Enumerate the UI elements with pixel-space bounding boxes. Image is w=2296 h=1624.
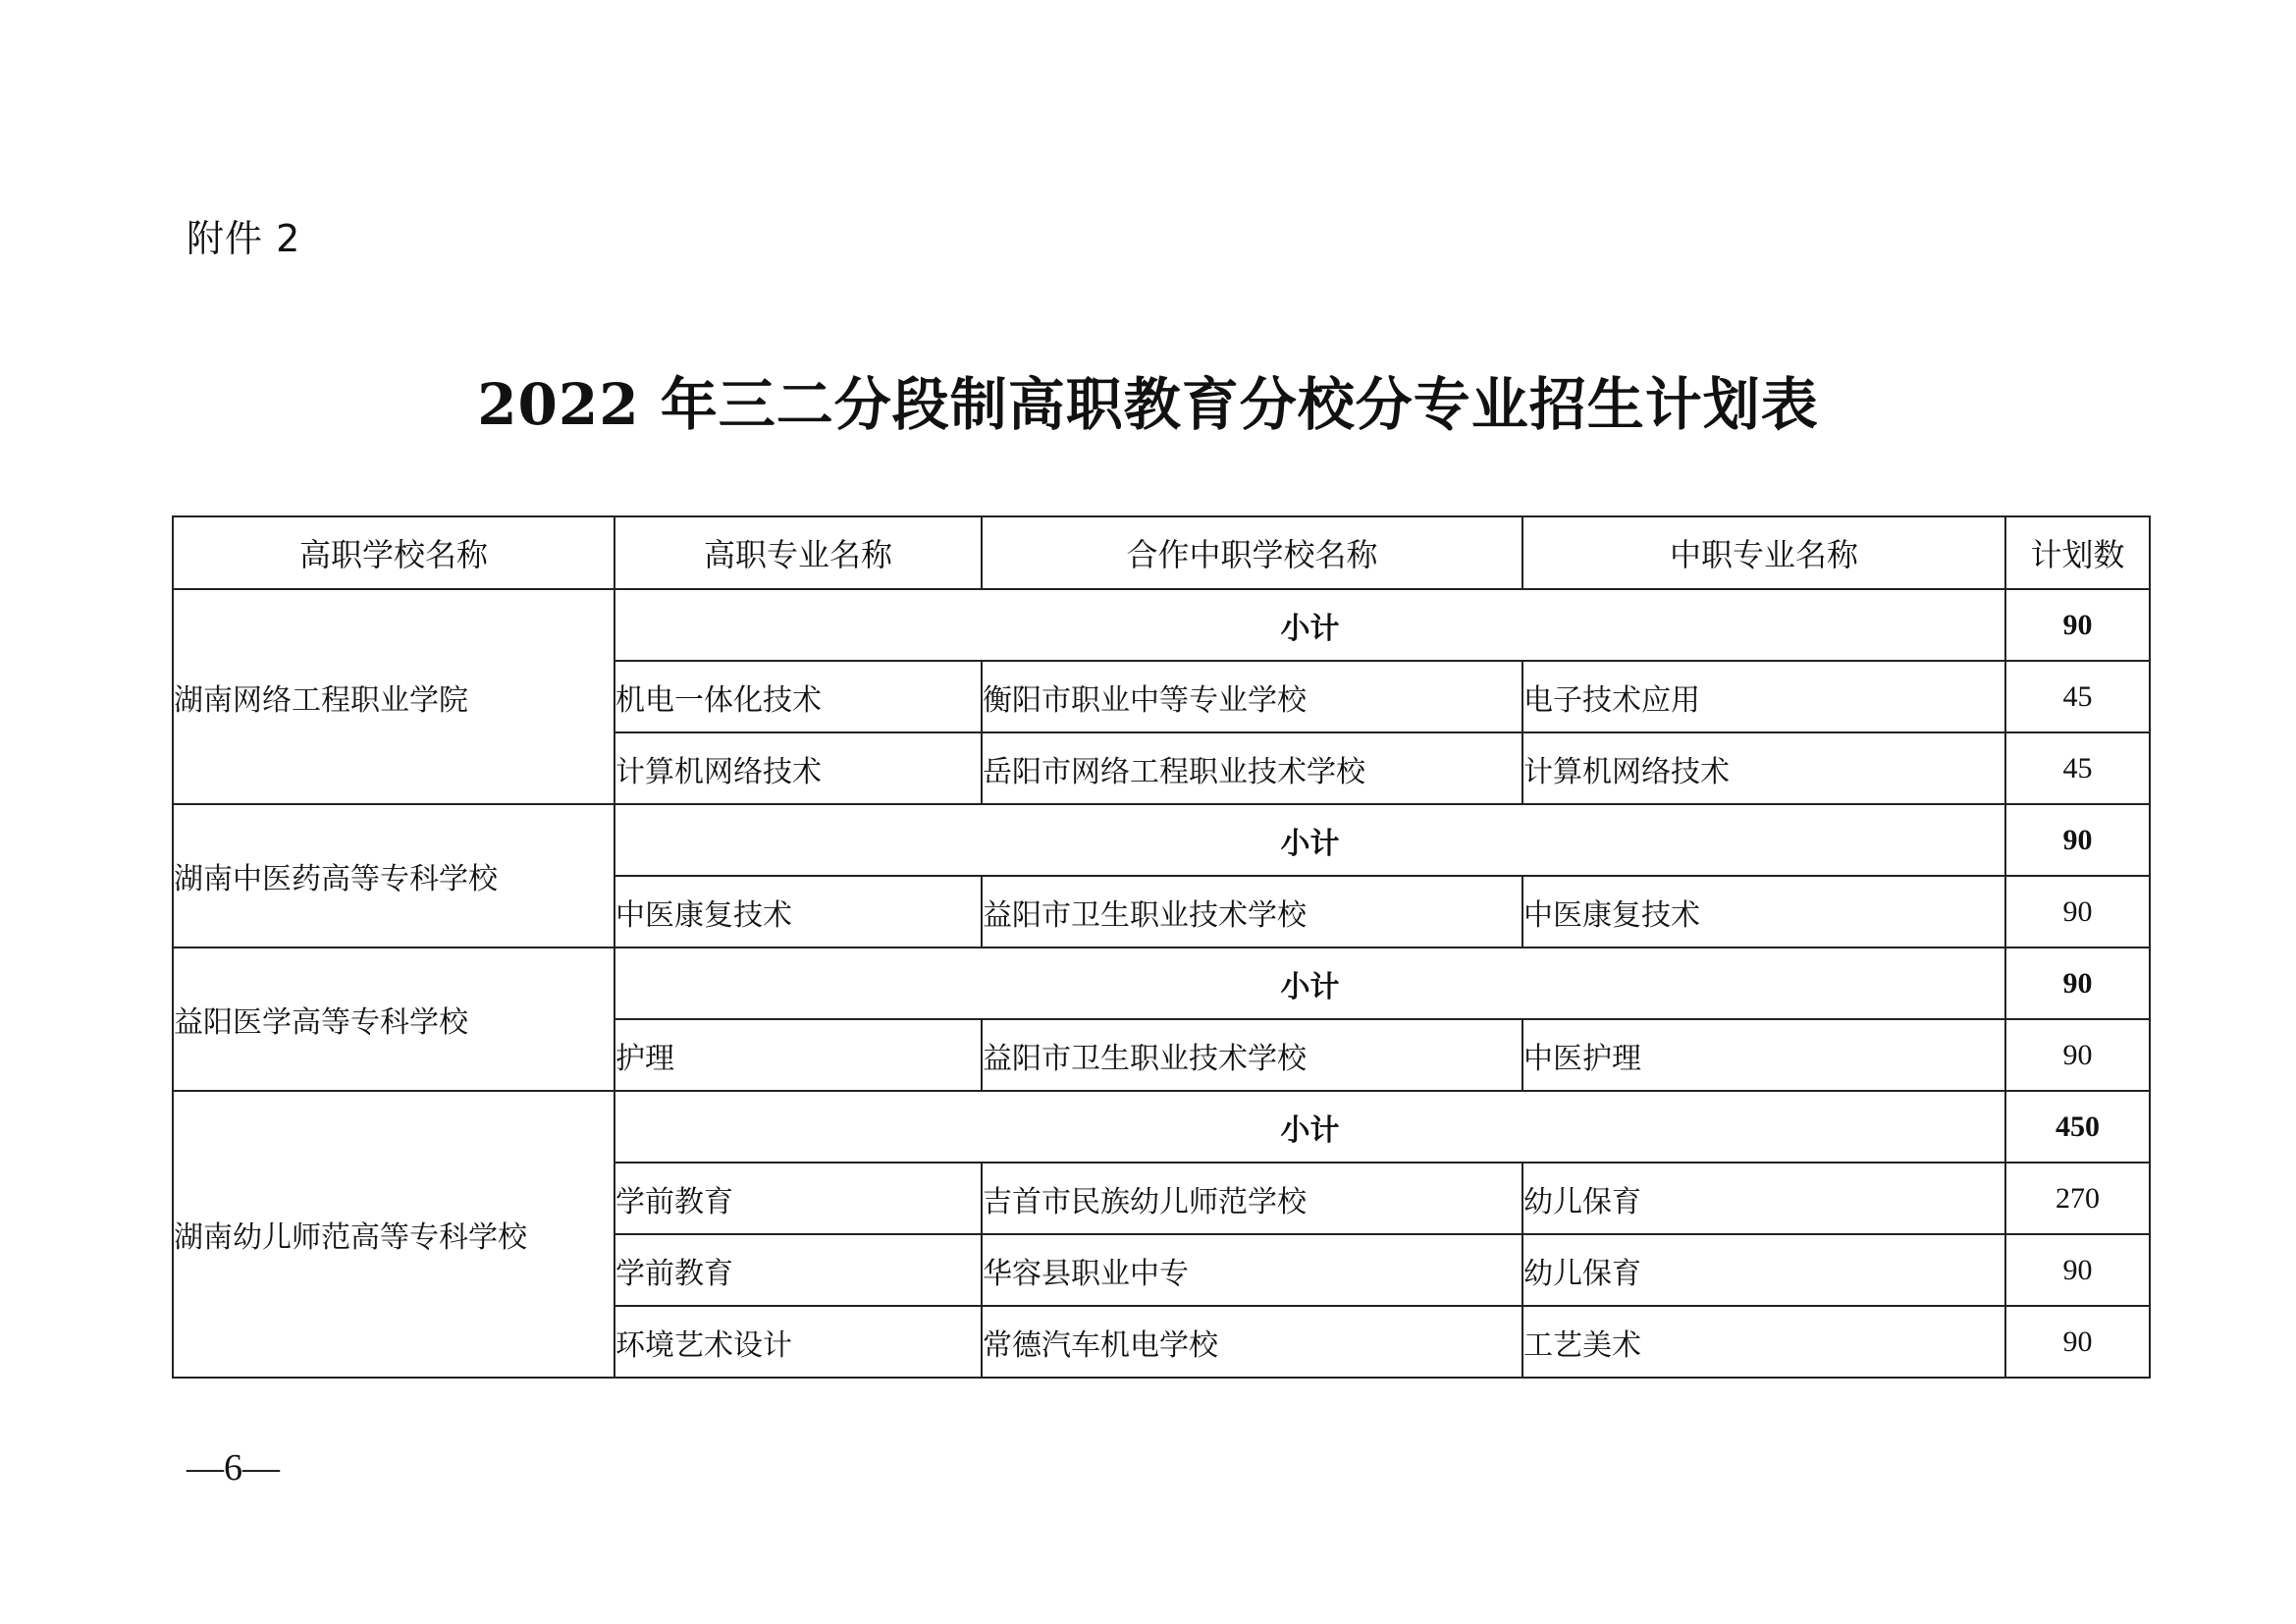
- partner-major-cell: 工艺美术: [1522, 1306, 2005, 1378]
- header-partner-major: 中职专业名称: [1522, 516, 2005, 589]
- partner-major-cell: 中医康复技术: [1522, 876, 2005, 947]
- subtotal-row: [173, 947, 2150, 1019]
- plan-cell: 90: [2005, 1306, 2150, 1378]
- major-cell: 机电一体化技术: [614, 661, 982, 732]
- partner-major-cell: 电子技术应用: [1522, 661, 2005, 732]
- plan-cell: 45: [2005, 661, 2150, 732]
- subtotal-value: 90: [2005, 804, 2150, 876]
- plan-cell: 90: [2005, 876, 2150, 947]
- enrollment-plan-table: [172, 515, 2151, 1379]
- partner-major-cell: 计算机网络技术: [1522, 732, 2005, 804]
- partner-major-cell: 幼儿保育: [1522, 1234, 2005, 1306]
- major-cell: 环境艺术设计: [614, 1306, 982, 1378]
- attachment-label: 附件 2: [187, 217, 301, 260]
- major-cell: 计算机网络技术: [614, 732, 982, 804]
- header-partner-school: 合作中职学校名称: [982, 516, 1522, 589]
- school-name: 湖南中医药高等专科学校: [173, 804, 614, 947]
- subtotal-value: 450: [2005, 1091, 2150, 1163]
- subtotal-label: 小计: [614, 804, 2005, 876]
- partner-school-cell: 岳阳市网络工程职业技术学校: [982, 732, 1522, 804]
- partner-school-cell: 常德汽车机电学校: [982, 1306, 1522, 1378]
- school-name: 湖南幼儿师范高等专科学校: [173, 1091, 614, 1378]
- major-cell: 学前教育: [614, 1163, 982, 1234]
- school-name: 湖南网络工程职业学院: [173, 589, 614, 804]
- plan-cell: 90: [2005, 1019, 2150, 1091]
- document-title: 2022 年三二分段制高职教育分校分专业招生计划表: [477, 371, 1819, 438]
- subtotal-label: 小计: [614, 947, 2005, 1019]
- partner-school-cell: 益阳市卫生职业技术学校: [982, 876, 1522, 947]
- subtotal-row: [173, 804, 2150, 876]
- subtotal-label: 小计: [614, 1091, 2005, 1163]
- header-row: [173, 516, 2150, 589]
- header-major: 高职专业名称: [614, 516, 982, 589]
- major-cell: 学前教育: [614, 1234, 982, 1306]
- plan-cell: 45: [2005, 732, 2150, 804]
- major-cell: 中医康复技术: [614, 876, 982, 947]
- subtotal-label: 小计: [614, 589, 2005, 661]
- plan-cell: 270: [2005, 1163, 2150, 1234]
- subtotal-value: 90: [2005, 589, 2150, 661]
- major-cell: 护理: [614, 1019, 982, 1091]
- partner-major-cell: 中医护理: [1522, 1019, 2005, 1091]
- subtotal-row: [173, 589, 2150, 661]
- subtotal-row: [173, 1091, 2150, 1163]
- partner-school-cell: 华容县职业中专: [982, 1234, 1522, 1306]
- partner-school-cell: 衡阳市职业中等专业学校: [982, 661, 1522, 732]
- subtotal-value: 90: [2005, 947, 2150, 1019]
- partner-school-cell: 益阳市卫生职业技术学校: [982, 1019, 1522, 1091]
- plan-cell: 90: [2005, 1234, 2150, 1306]
- header-school: 高职学校名称: [173, 516, 614, 589]
- page-number: —6—: [187, 1447, 280, 1489]
- header-plan-count: 计划数: [2005, 516, 2150, 589]
- partner-major-cell: 幼儿保育: [1522, 1163, 2005, 1234]
- partner-school-cell: 吉首市民族幼儿师范学校: [982, 1163, 1522, 1234]
- school-name: 益阳医学高等专科学校: [173, 947, 614, 1091]
